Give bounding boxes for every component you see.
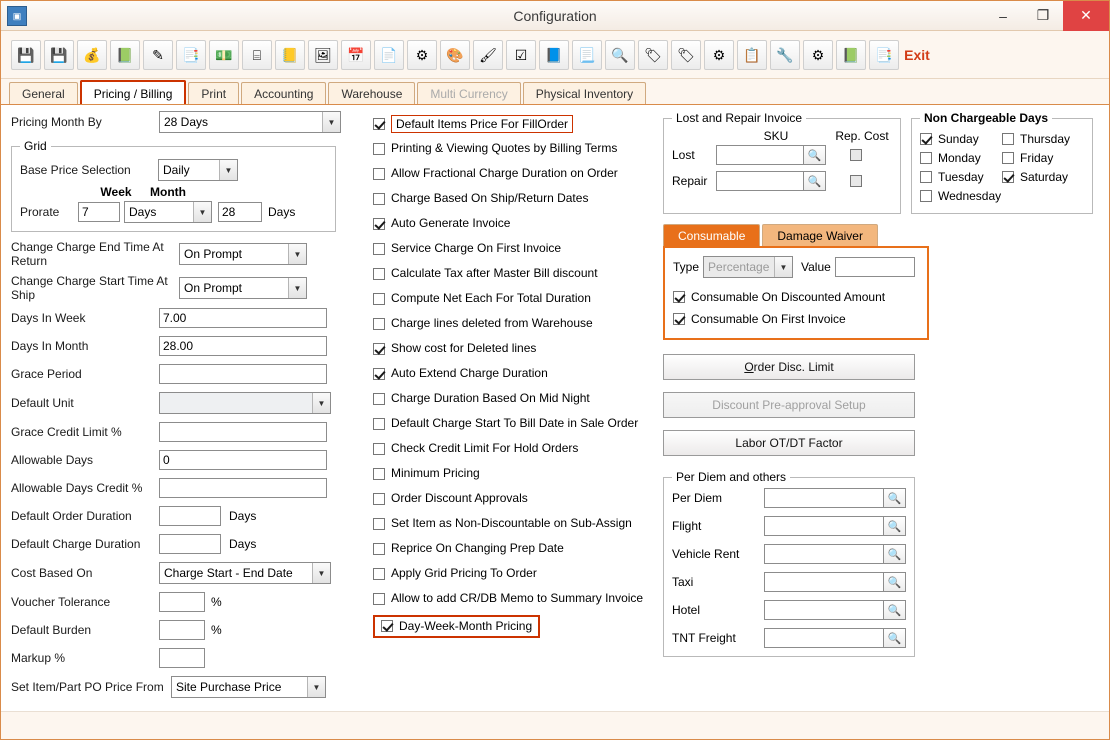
prorate-week-unit-select[interactable] [124, 201, 212, 223]
markup-input[interactable] [159, 648, 205, 668]
search-icon[interactable]: 🔍 [884, 516, 906, 536]
checkbox-friday[interactable] [1002, 152, 1014, 164]
checkbox-lost-rep-cost[interactable] [850, 149, 862, 161]
consumable-type-select[interactable] [703, 256, 793, 278]
option-label: Order Discount Approvals [391, 491, 528, 505]
tab-multi-currency[interactable]: Multi Currency [417, 82, 520, 104]
markup-label: Markup % [11, 651, 66, 665]
default-order-duration-suffix: Days [229, 509, 257, 523]
grace-credit-limit-input[interactable] [159, 422, 327, 442]
search-icon[interactable]: 🔍 [804, 145, 826, 165]
checkbox-order-discount-approvals[interactable] [373, 493, 385, 505]
option-default-charge-start-bill-date[interactable] [373, 411, 658, 436]
hotel-input[interactable] [764, 600, 884, 620]
left-panel [11, 111, 351, 698]
cost-based-on-value: Charge Start - End Date [164, 566, 293, 580]
option-label: Day-Week-Month Pricing [399, 618, 533, 633]
allowable-days-row [11, 450, 351, 470]
option-consumable-on-discounted-amount[interactable] [673, 286, 919, 308]
cost-based-on-select[interactable] [159, 562, 331, 584]
checkbox-auto-generate-invoice[interactable] [373, 218, 385, 230]
checkbox-thursday[interactable] [1002, 133, 1014, 145]
day-sunday[interactable] [920, 129, 1002, 148]
taxi-input[interactable] [764, 572, 884, 592]
change-charge-start-time-label: Change Charge Start Time At Ship [11, 274, 168, 302]
hotel-field[interactable] [764, 600, 906, 620]
tab-strip [1, 79, 1109, 105]
day-label: Tuesday [938, 169, 984, 184]
taxi-row [672, 572, 906, 592]
days-in-month-input[interactable] [159, 336, 327, 356]
base-price-row [20, 159, 327, 181]
value-label: Value [801, 260, 831, 274]
voucher-tolerance-label: Voucher Tolerance [11, 595, 111, 609]
calendar-icon[interactable]: 📅 [341, 40, 371, 70]
window-title: Configuration [513, 7, 597, 24]
default-burden-input[interactable] [159, 620, 205, 640]
option-auto-extend-charge-duration[interactable] [373, 361, 658, 386]
voucher-tolerance-row [11, 592, 351, 612]
order-disc-limit-button[interactable] [663, 354, 915, 380]
days-in-week-row [11, 308, 351, 328]
days-in-week-input[interactable] [159, 308, 327, 328]
excel-export-icon[interactable]: 📗 [110, 40, 140, 70]
consumable-value-input[interactable] [835, 257, 915, 277]
type-label: Type [673, 260, 700, 274]
pricing-month-by-row [11, 111, 351, 133]
allowable-days-credit-row [11, 478, 351, 498]
grid-legend: Grid [24, 139, 47, 153]
cost-based-on-label: Cost Based On [11, 566, 93, 580]
checkbox-charge-based-on-ship-return[interactable] [373, 193, 385, 205]
allowable-days-credit-label: Allowable Days Credit % [11, 481, 143, 495]
checkbox-saturday[interactable] [1002, 171, 1014, 183]
notes-icon[interactable]: 📒 [275, 40, 305, 70]
option-label: Service Charge On First Invoice [391, 241, 562, 255]
prorate-month-unit-label: Days [268, 205, 296, 219]
set-item-po-price-label: Set Item/Part PO Price From [11, 680, 164, 694]
report-icon[interactable]: 📄 [374, 40, 404, 70]
option-label: Compute Net Each For Total Duration [391, 291, 591, 305]
discount-preapproval-setup-button[interactable]: Discount Pre-approval Setup [663, 392, 915, 418]
markup-row [11, 648, 351, 668]
option-label: Apply Grid Pricing To Order [391, 566, 537, 580]
day-tuesday[interactable] [920, 167, 1002, 186]
minimize-button[interactable]: – [999, 7, 1007, 24]
blue-doc-icon[interactable]: 📘 [539, 40, 569, 70]
default-order-duration-label: Default Order Duration [11, 509, 132, 523]
per-diem-input[interactable] [764, 488, 884, 508]
chevron-down-icon[interactable]: ▼ [322, 112, 340, 132]
option-label: Allow to add CR/DB Memo to Summary Invoice [391, 591, 644, 605]
tnt-freight-input[interactable] [764, 628, 884, 648]
day-monday[interactable] [920, 148, 1002, 167]
day-label: Monday [938, 150, 981, 165]
prorate-week-unit-value: Days [129, 205, 157, 219]
vehicle-rent-input[interactable] [764, 544, 884, 564]
tab-print[interactable]: Print [188, 82, 239, 104]
vehicle-rent-row [672, 544, 906, 564]
save-close-icon[interactable]: 💾 [44, 40, 74, 70]
option-allow-cr-db-memo-summary-invoice[interactable] [373, 586, 658, 611]
save-icon[interactable]: 💾 [11, 40, 41, 70]
edit-icon[interactable]: ✎ [143, 40, 173, 70]
grace-credit-limit-label: Grace Credit Limit % [11, 425, 122, 439]
default-unit-select[interactable] [159, 392, 331, 414]
days-in-month-label: Days In Month [11, 339, 89, 353]
chevron-down-icon[interactable]: ▼ [307, 677, 325, 697]
voucher-tolerance-suffix: % [211, 595, 222, 609]
checkbox-default-items-price-fillorder[interactable] [373, 118, 385, 130]
clipboard-icon[interactable]: 📋 [737, 40, 767, 70]
checkbox-charge-duration-mid-night[interactable] [373, 393, 385, 405]
option-auto-generate-invoice[interactable] [373, 211, 658, 236]
default-burden-row [11, 620, 351, 640]
option-check-credit-limit-hold-orders[interactable] [373, 436, 658, 461]
day-wednesday[interactable] [920, 186, 1002, 205]
search-icon[interactable]: 🔍 [804, 171, 826, 191]
grid-view-icon[interactable]: ⌸ [242, 40, 272, 70]
maximize-button[interactable]: ❐ [1036, 7, 1050, 23]
chevron-down-icon[interactable]: ▼ [288, 244, 306, 264]
day-label: Saturday [1020, 169, 1069, 184]
checkbox-minimum-pricing[interactable] [373, 468, 385, 480]
per-diem-label: Per Diem [672, 491, 723, 505]
status-bar [1, 711, 1109, 739]
settings-gear-icon[interactable]: ⚙ [407, 40, 437, 70]
paint-icon[interactable]: 🖌 [473, 40, 503, 70]
color-palette-icon[interactable]: 🎨 [440, 40, 470, 70]
voucher-tolerance-input[interactable] [159, 592, 205, 612]
default-charge-duration-suffix: Days [229, 537, 257, 551]
option-service-charge-first-invoice[interactable] [373, 236, 658, 261]
vehicle-rent-label: Vehicle Rent [672, 547, 740, 561]
change-charge-end-time-select[interactable] [179, 243, 307, 265]
chevron-down-icon[interactable]: ▼ [312, 393, 330, 413]
lost-repair-legend: Lost and Repair Invoice [676, 111, 803, 125]
default-order-duration-input[interactable] [159, 506, 221, 526]
flight-label: Flight [672, 519, 702, 533]
option-apply-grid-pricing-order[interactable] [373, 561, 658, 586]
option-charge-duration-mid-night[interactable] [373, 386, 658, 411]
option-set-item-non-discountable[interactable] [373, 511, 658, 536]
change-charge-start-time-value: On Prompt [184, 281, 243, 295]
change-charge-end-time-value: On Prompt [184, 247, 243, 261]
default-unit-row [11, 392, 351, 414]
options-panel [373, 111, 658, 641]
picture-icon[interactable]: 🖼 [308, 40, 338, 70]
cost-based-on-row [11, 562, 351, 584]
allowable-days-label: Allowable Days [11, 453, 94, 467]
title-bar [1, 1, 1109, 31]
flight-field[interactable] [764, 516, 906, 536]
pricing-month-by-value: 28 Days [164, 115, 209, 129]
tnt-freight-row [672, 628, 906, 648]
days-in-week-label: Days In Week [11, 311, 86, 325]
search-icon[interactable]: 🔍 [884, 600, 906, 620]
option-default-items-price-fillorder[interactable] [373, 111, 658, 136]
checkbox-sunday[interactable] [920, 133, 932, 145]
allowable-days-credit-input[interactable] [159, 478, 327, 498]
option-label: Reprice On Changing Prep Date [391, 541, 564, 555]
change-charge-end-time-row [11, 240, 351, 268]
exit-icon[interactable]: Exit [904, 46, 930, 63]
consumable-panel [663, 224, 929, 340]
option-label: Auto Generate Invoice [391, 216, 511, 230]
chevron-down-icon[interactable]: ▼ [774, 257, 792, 277]
taxi-field[interactable] [764, 572, 906, 592]
checkbox-apply-grid-pricing-order[interactable] [373, 568, 385, 580]
repair-label: Repair [672, 174, 708, 188]
checkbox-reprice-changing-prep-date[interactable] [373, 543, 385, 555]
change-charge-start-time-select[interactable] [179, 277, 307, 299]
default-charge-duration-label: Default Charge Duration [11, 537, 141, 551]
set-item-po-price-value: Site Purchase Price [176, 680, 282, 694]
option-label: Consumable On Discounted Amount [691, 290, 886, 304]
consumable-subtabs [663, 224, 929, 246]
money-document-icon[interactable]: 💵 [209, 40, 239, 70]
search-icon[interactable]: 🔍 [884, 544, 906, 564]
chevron-down-icon[interactable]: ▼ [219, 160, 237, 180]
checkbox-auto-extend-charge-duration[interactable] [373, 368, 385, 380]
day-label: Thursday [1020, 131, 1071, 146]
sku-header: SKU [763, 129, 789, 143]
day-label: Sunday [938, 131, 979, 146]
search-icon[interactable]: 🔍 [884, 488, 906, 508]
order-disc-limit-label: Order Disc. Limit [744, 360, 834, 374]
set-item-po-price-row [11, 676, 351, 698]
pricing-month-by-select[interactable] [159, 111, 341, 133]
checkbox-charge-lines-deleted-warehouse[interactable] [373, 318, 385, 330]
tag-two-icon[interactable]: 🏷 [671, 40, 701, 70]
tab-warehouse[interactable]: Warehouse [328, 82, 415, 104]
lost-sku-input[interactable] [716, 145, 804, 165]
option-printing-viewing-quotes[interactable] [373, 136, 658, 161]
option-label: Charge lines deleted from Warehouse [391, 316, 593, 330]
gear-blue-icon[interactable]: ⚙ [704, 40, 734, 70]
taxi-label: Taxi [672, 575, 694, 589]
option-day-week-month-pricing[interactable] [373, 611, 658, 641]
tab-physical-inventory[interactable]: Physical Inventory [523, 82, 646, 104]
option-label: Check Credit Limit For Hold Orders [391, 441, 579, 455]
day-label: Friday [1020, 150, 1054, 165]
doc-gear-icon[interactable]: 📑 [869, 40, 899, 70]
lost-repair-group [663, 111, 901, 214]
grid-group [11, 139, 336, 232]
checkbox-allow-cr-db-memo-summary-invoice[interactable] [373, 593, 385, 605]
checkbox-default-charge-start-bill-date[interactable] [373, 418, 385, 430]
flight-input[interactable] [764, 516, 884, 536]
save-currency-icon[interactable]: 💰 [77, 40, 107, 70]
checkbox-day-week-month-pricing[interactable] [381, 620, 393, 632]
option-label: Minimum Pricing [391, 466, 480, 480]
change-charge-end-time-label: Change Charge End Time At Return [11, 240, 164, 268]
default-unit-label: Default Unit [11, 396, 74, 410]
checkbox-service-charge-first-invoice[interactable] [373, 243, 385, 255]
default-burden-label: Default Burden [11, 623, 92, 637]
subtab-consumable[interactable]: Consumable [663, 224, 760, 246]
option-allow-fractional-charge-duration[interactable] [373, 161, 658, 186]
week-header: Week [100, 185, 132, 199]
doc-search-icon[interactable]: 🔍 [605, 40, 635, 70]
per-diem-field[interactable] [764, 488, 906, 508]
checkbox-set-item-non-discountable[interactable] [373, 518, 385, 530]
grace-credit-limit-row [11, 422, 351, 442]
check-list-icon[interactable]: ☑ [506, 40, 536, 70]
new-document-icon[interactable]: 📑 [176, 40, 206, 70]
green-doc-icon[interactable]: 📗 [836, 40, 866, 70]
option-label: Default Items Price For FillOrder [391, 115, 573, 133]
option-label: Calculate Tax after Master Bill discount [391, 266, 598, 280]
lost-sku-field[interactable] [716, 145, 826, 165]
tab-content-pricing-billing [1, 105, 1109, 711]
prorate-row [20, 201, 327, 223]
option-charge-lines-deleted-warehouse[interactable] [373, 311, 658, 336]
chevron-down-icon[interactable]: ▼ [288, 278, 306, 298]
labor-ot-dt-factor-button[interactable]: Labor OT/DT Factor [663, 430, 915, 456]
option-charge-based-on-ship-return[interactable] [373, 186, 658, 211]
consumable-type-value: Percentage [708, 260, 770, 274]
non-chargeable-days-legend: Non Chargeable Days [924, 111, 1049, 125]
default-order-duration-row [11, 506, 351, 526]
tab-accounting[interactable]: Accounting [241, 82, 326, 104]
close-button[interactable]: ✕ [1063, 1, 1109, 31]
checkbox-calculate-tax-after-master-bill[interactable] [373, 268, 385, 280]
grace-period-input[interactable] [159, 364, 327, 384]
days-in-month-row [11, 336, 351, 356]
right-panel [663, 111, 1101, 657]
checkbox-show-cost-deleted-lines[interactable] [373, 343, 385, 355]
checkbox-printing-viewing-quotes[interactable] [373, 143, 385, 155]
default-charge-duration-row [11, 534, 351, 554]
tag-icon[interactable]: 🏷 [638, 40, 668, 70]
search-icon[interactable]: 🔍 [884, 572, 906, 592]
option-label: Auto Extend Charge Duration [391, 366, 548, 380]
tab-pricing-billing[interactable]: Pricing / Billing [80, 80, 187, 104]
checkbox-consumable-on-first-invoice[interactable] [673, 313, 685, 325]
flight-row [672, 516, 906, 536]
option-order-discount-approvals[interactable] [373, 486, 658, 511]
tab-general[interactable]: General [9, 82, 78, 104]
checkbox-compute-net-each-total-duration[interactable] [373, 293, 385, 305]
option-label: Consumable On First Invoice [691, 312, 846, 326]
doc-lines-icon[interactable]: 📃 [572, 40, 602, 70]
subtab-damage-waiver[interactable]: Damage Waiver [762, 224, 878, 246]
per-diem-group [663, 470, 915, 657]
repair-sku-field[interactable] [716, 171, 826, 191]
checkbox-repair-rep-cost[interactable] [850, 175, 862, 187]
toolbar [1, 31, 1109, 79]
day-label: Wednesday [938, 188, 1002, 203]
non-chargeable-days-group [911, 111, 1093, 214]
prorate-week-input[interactable] [78, 202, 120, 222]
checkbox-allow-fractional-charge-duration[interactable] [373, 168, 385, 180]
default-charge-duration-input[interactable] [159, 534, 221, 554]
option-label: Default Charge Start To Bill Date in Sale Order [391, 416, 639, 430]
repair-row [672, 171, 892, 191]
option-reprice-changing-prep-date[interactable] [373, 536, 658, 561]
checkbox-monday[interactable] [920, 152, 932, 164]
repair-sku-input[interactable] [716, 171, 804, 191]
tool-icon[interactable]: 🔧 [770, 40, 800, 70]
option-label: Printing & Viewing Quotes by Billing Terms [391, 141, 618, 155]
search-icon[interactable]: 🔍 [884, 628, 906, 648]
vehicle-rent-field[interactable] [764, 544, 906, 564]
chevron-down-icon[interactable]: ▼ [312, 563, 330, 583]
lost-row [672, 145, 892, 165]
day-thursday[interactable] [1002, 129, 1084, 148]
prorate-month-input[interactable] [218, 202, 262, 222]
day-saturday[interactable] [1002, 167, 1084, 186]
hotel-row [672, 600, 906, 620]
option-label: Allow Fractional Charge Duration on Order [391, 166, 618, 180]
base-price-value: Daily [163, 163, 190, 177]
default-burden-suffix: % [211, 623, 222, 637]
option-label: Charge Duration Based On Mid Night [391, 391, 590, 405]
tnt-freight-field[interactable] [764, 628, 906, 648]
per-diem-row [672, 488, 906, 508]
right-buttons [663, 354, 915, 456]
option-label: Show cost for Deleted lines [391, 341, 537, 355]
prorate-label: Prorate [20, 205, 60, 219]
checkbox-wednesday[interactable] [920, 190, 932, 202]
set-item-po-price-select[interactable] [171, 676, 326, 698]
option-minimum-pricing[interactable] [373, 461, 658, 486]
option-consumable-on-first-invoice[interactable] [673, 308, 919, 330]
hotel-label: Hotel [672, 603, 701, 617]
option-show-cost-deleted-lines[interactable] [373, 336, 658, 361]
per-diem-legend: Per Diem and others [676, 470, 787, 484]
app-icon: ▣ [7, 6, 27, 26]
change-charge-start-time-row [11, 274, 351, 302]
option-label: Set Item as Non-Discountable on Sub-Assign [391, 516, 632, 530]
chevron-down-icon[interactable]: ▼ [193, 202, 211, 222]
option-calculate-tax-after-master-bill[interactable] [373, 261, 658, 286]
grid-headers [82, 185, 327, 199]
base-price-label: Base Price Selection [20, 163, 131, 177]
allowable-days-input[interactable] [159, 450, 327, 470]
base-price-select[interactable] [158, 159, 238, 181]
grace-period-label: Grace Period [11, 367, 82, 381]
consumable-body [663, 246, 929, 340]
option-label: Charge Based On Ship/Return Dates [391, 191, 589, 205]
day-friday[interactable] [1002, 148, 1084, 167]
checkbox-consumable-on-discounted-amount[interactable] [673, 291, 685, 303]
day-week-month-pricing-highlight[interactable] [373, 615, 540, 638]
checkbox-check-credit-limit-hold-orders[interactable] [373, 443, 385, 455]
tnt-freight-label: TNT Freight [672, 631, 736, 645]
pricing-month-by-label: Pricing Month By [11, 115, 102, 129]
lost-label: Lost [672, 148, 695, 162]
option-compute-net-each-total-duration[interactable] [373, 286, 658, 311]
grace-period-row [11, 364, 351, 384]
wrench-gear-icon[interactable]: ⚙ [803, 40, 833, 70]
rep-cost-header: Rep. Cost [835, 129, 889, 143]
checkbox-tuesday[interactable] [920, 171, 932, 183]
month-header: Month [150, 185, 186, 199]
